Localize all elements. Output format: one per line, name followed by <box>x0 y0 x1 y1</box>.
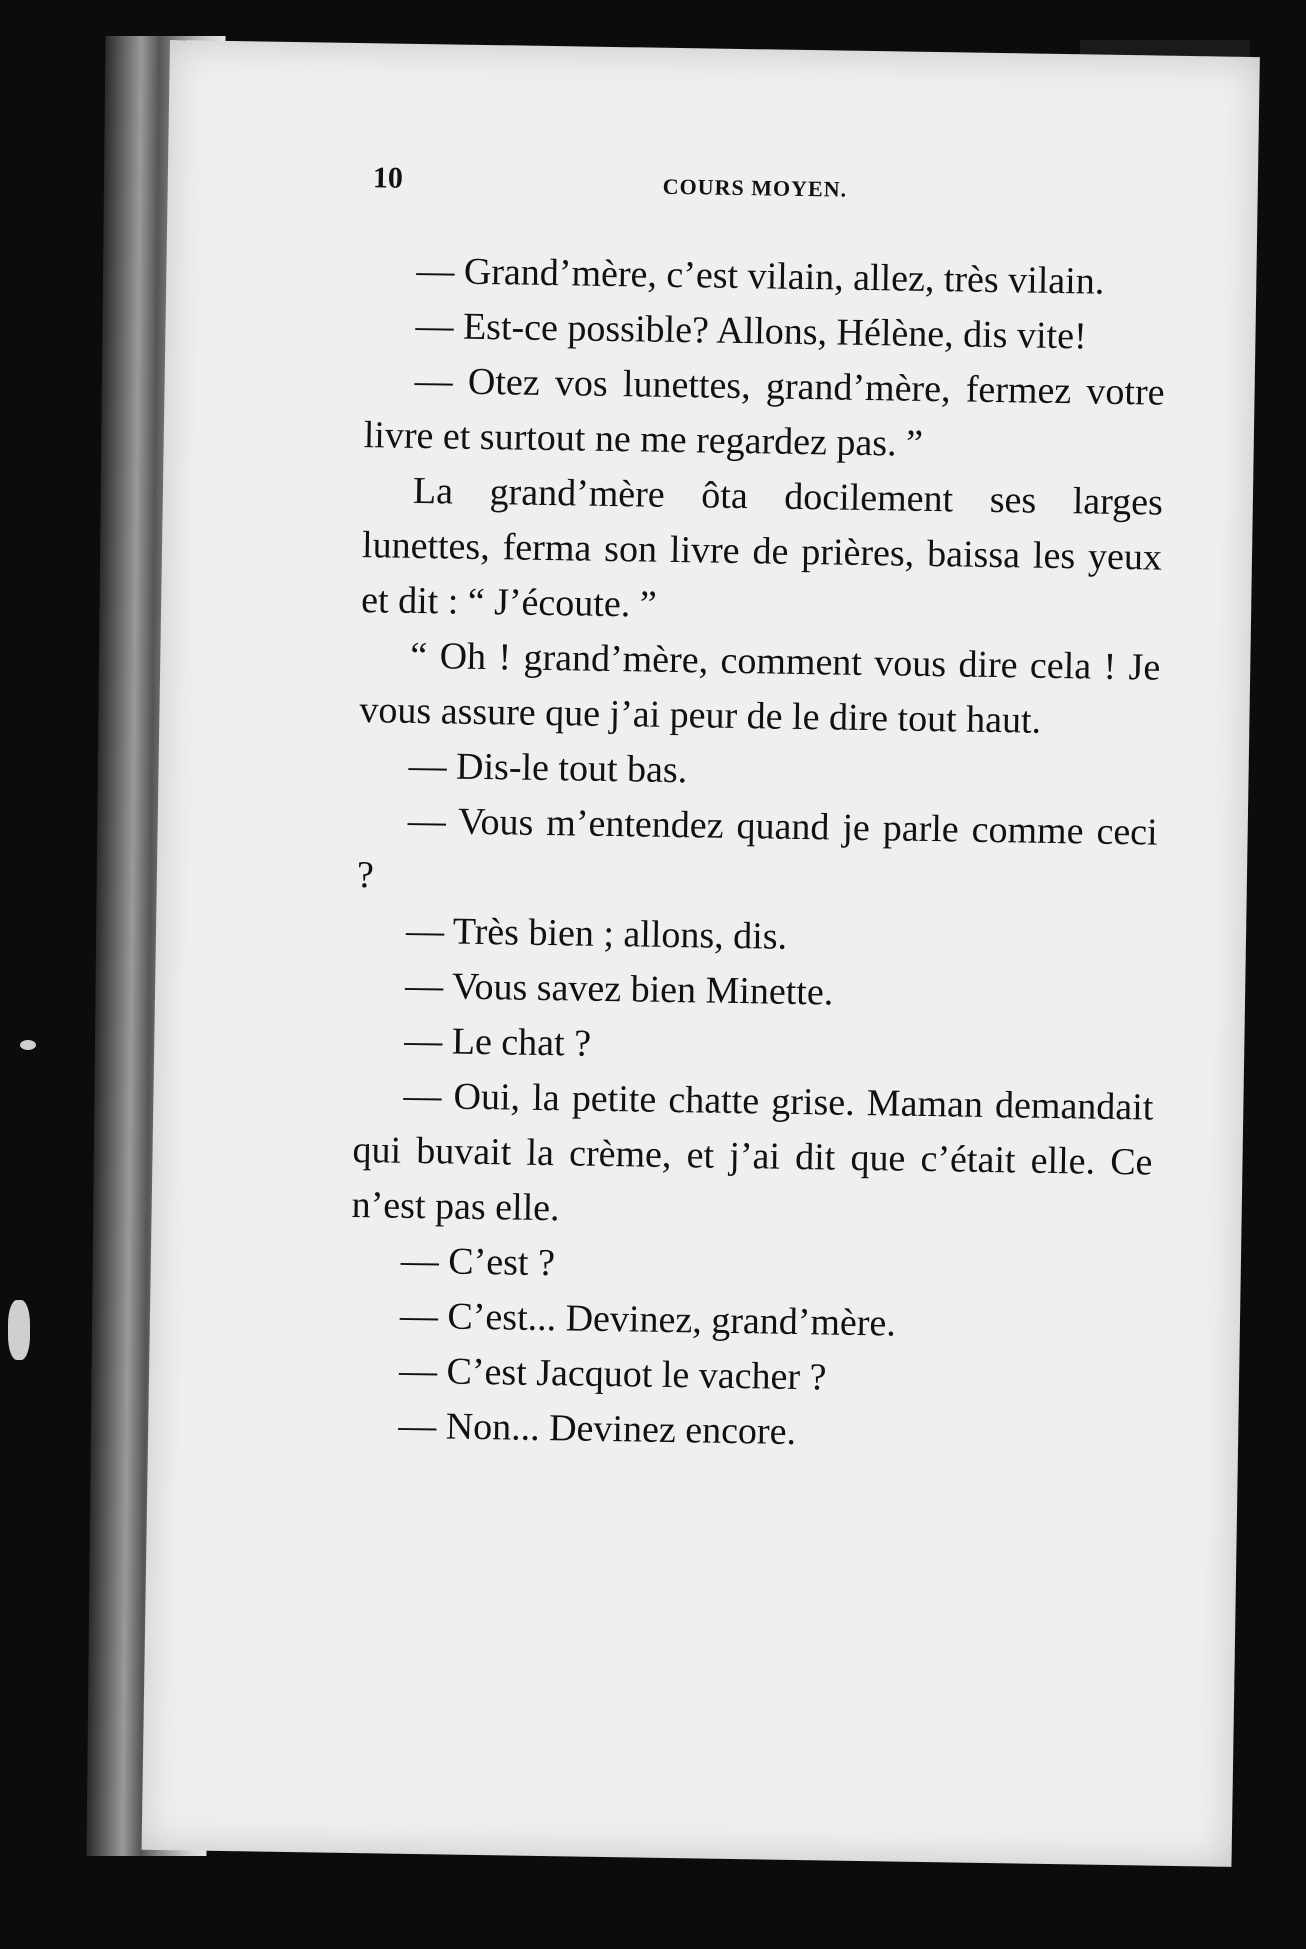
paragraph: — Est-ce possible? Allons, Hélène, dis vite! <box>415 304 1087 358</box>
paragraph: — Vous savez bien Minette. <box>404 964 834 1014</box>
scan-speck <box>20 1040 36 1050</box>
paragraph: — Oui, la petite chatte grise. Maman demandait qui buvait la crème, et j’ai dit que c’était elle. Ce n’est pas elle. <box>351 1074 1154 1230</box>
paragraph: — Dis-le tout bas. <box>408 744 688 792</box>
scan-speck <box>8 1300 30 1360</box>
paragraph: — Grand’mère, c’est vilain, allez, très vilain. <box>416 249 1105 303</box>
paragraph: — Non... Devinez encore. <box>397 1404 797 1454</box>
paragraph: La grand’mère ôta docilement ses larges lunettes, ferma son livre de prières, baissa les yeux et dit : “ J’écoute. ” <box>360 469 1164 626</box>
paragraph: — Otez vos lunettes, grand’mère, fermez votre livre et surtout ne me regardez pas. ” <box>363 359 1165 465</box>
running-head <box>372 161 1153 213</box>
page-number: 10 <box>372 161 404 195</box>
paragraph: — C’est Jacquot le vacher ? <box>398 1349 827 1399</box>
paragraph: — Vous m’entendez quand je parle comme ceci ? <box>356 799 1159 897</box>
paragraph: — C’est ? <box>400 1239 556 1285</box>
paragraph: — C’est... Devinez, grand’mère. <box>399 1294 897 1345</box>
book-page <box>142 40 1260 1867</box>
body-text <box>348 243 1167 1465</box>
running-title: COURS MOYEN. <box>662 173 848 202</box>
paragraph: — Le chat ? <box>403 1019 592 1065</box>
paragraph: — Très bien ; allons, dis. <box>405 909 788 958</box>
paragraph: “ Oh ! grand’mère, comment vous dire cela ! Je vous assure que j’ai peur de le dire tout haut. <box>359 634 1161 742</box>
